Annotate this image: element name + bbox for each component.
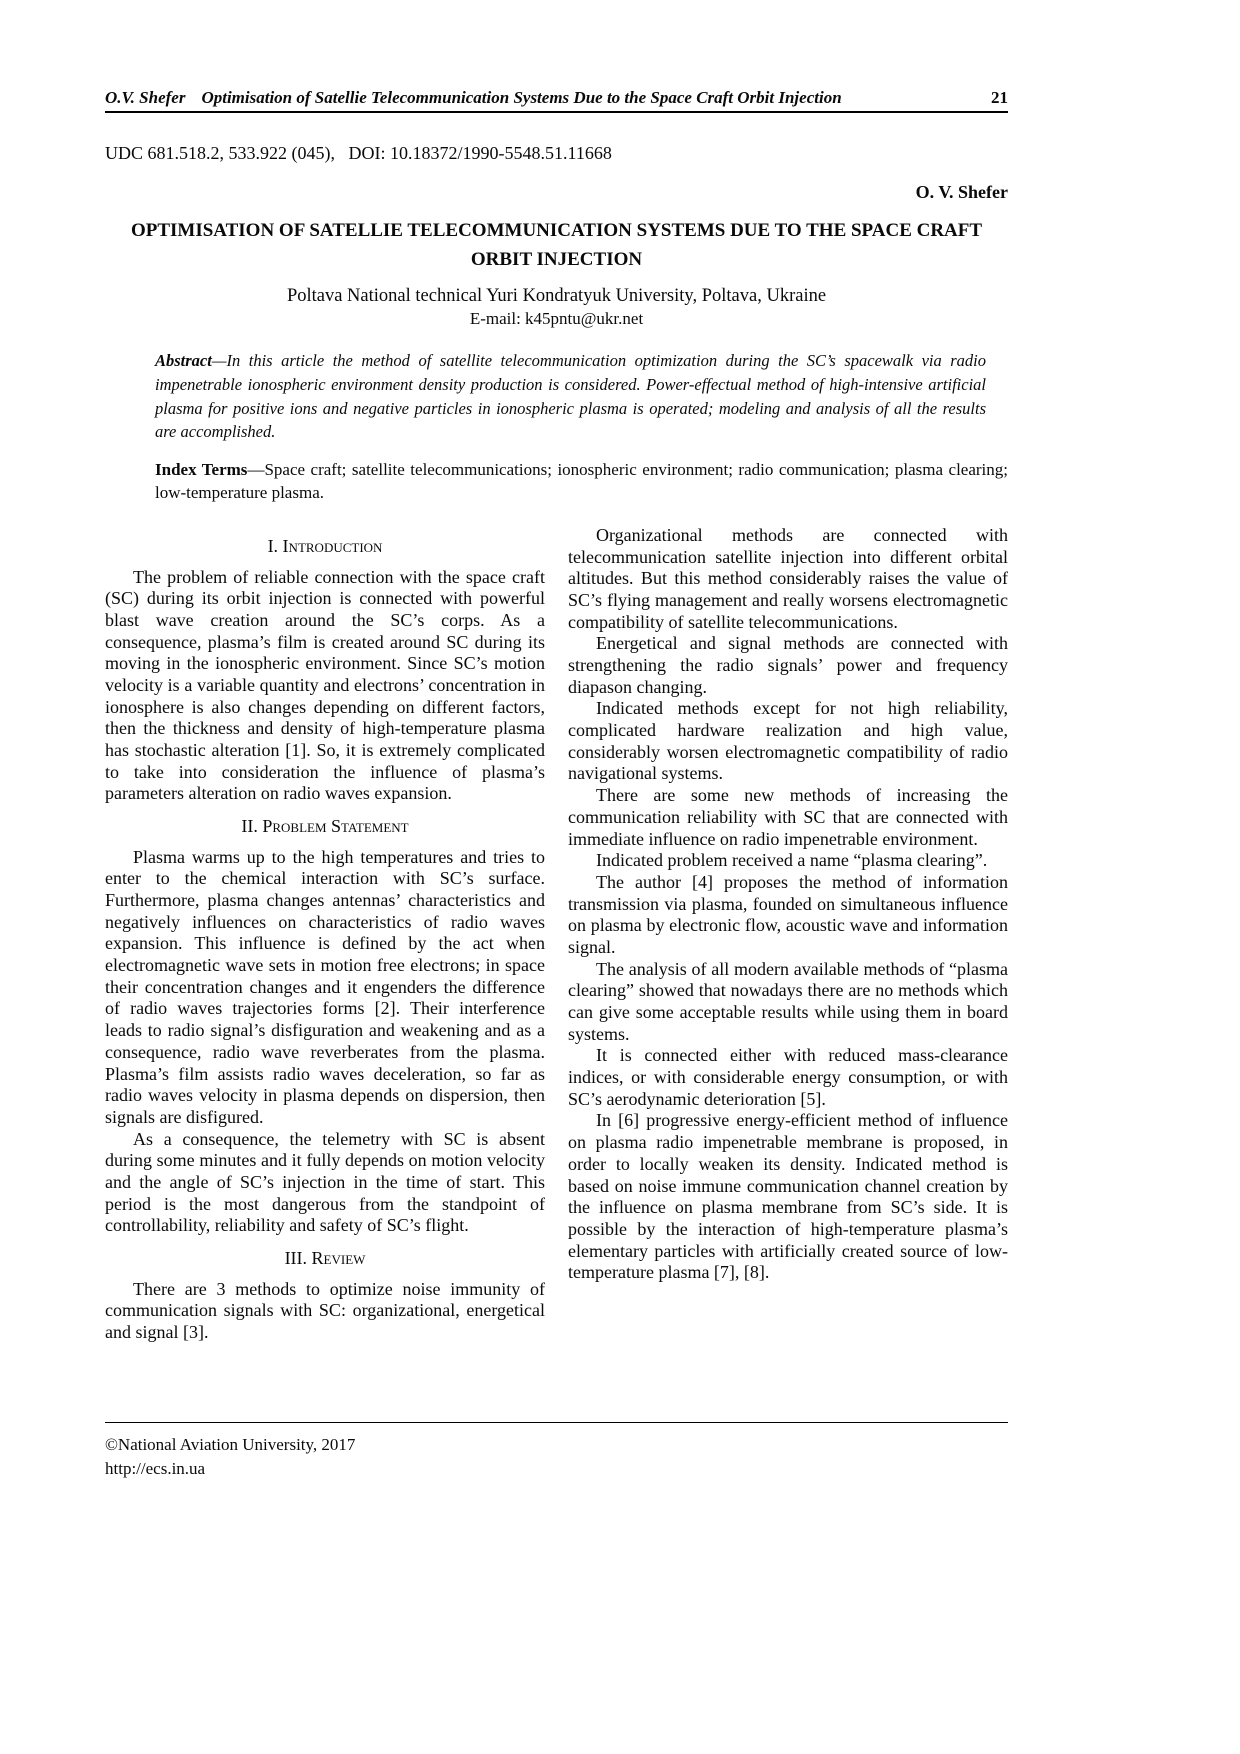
paragraph: There are some new methods of increasing the communication reliability with SC that are connected with immediate influence on radio impenetrable environment. <box>568 785 1008 849</box>
paper-title: OPTIMISATION OF SATELLIE TELECOMMUNICATION SYSTEMS DUE TO THE SPACE CRAFT ORBIT INJECTION <box>130 220 983 270</box>
abstract-block <box>155 349 986 444</box>
section-heading: II. Problem Statement <box>241 816 409 837</box>
left-column <box>105 525 545 1344</box>
affiliation: Poltava National technical Yuri Kondratyuk University, Poltava, Ukraine <box>286 286 827 306</box>
running-head <box>105 88 1008 113</box>
abstract-text: —In this article the method of satellite telecommunication optimization during the SC’s spacewalk via radio impenetrable ionospheric environment density production is considered. Power-effectual method of high-intensive artificial plasma for positive ions and negative particles in ionospheric plasma is operated; modeling and analysis of all the results are accomplished. <box>155 351 986 442</box>
paragraph: The problem of reliable connection with the space craft (SC) during its orbit injection is connected with powerful blast wave creation around the SC’s corps. As a consequence, plasma’s film is created around SC during its moving in the ionospheric environment. Since SC’s motion velocity is a variable quantity and electrons’ concentration in ionosphere is also changes depending on different factors, then the thickness and density of high-temperature plasma has stochastic alteration [1]. So, it is extremely complicated to take into consideration the influence of plasma’s parameters alteration on radio waves expansion. <box>105 566 545 804</box>
paragraph: The analysis of all modern available methods of “plasma clearing” showed that nowadays there are no methods which can give some acceptable results while using them in board systems. <box>568 958 1008 1044</box>
running-head-author: O.V. Shefer <box>105 88 186 107</box>
paragraph: The author [4] proposes the method of information transmission via plasma, founded on simultaneous influence on plasma by electronic flow, acoustic wave and information signal. <box>568 871 1008 957</box>
footnote-rule <box>105 1422 1008 1423</box>
author-byline: O. V. Shefer <box>915 182 1008 202</box>
paragraph: As a consequence, the telemetry with SC is absent during some minutes and it fully depends on motion velocity and the angle of SC’s injection in the time of start. This period is the most dangerous from the standpoint of controllability, reliability and safety of SC’s flight. <box>105 1128 545 1236</box>
index-terms-block <box>155 458 1008 505</box>
two-column-body <box>105 525 1008 1344</box>
right-column <box>568 525 1008 1344</box>
paragraph: Organizational methods are connected with telecommunication satellite injection into different orbital altitudes. But this method considerably raises the value of SC’s flying management and really worsens electromagnetic compatibility of satellite telecommunications. <box>568 524 1008 632</box>
paragraph: It is connected either with reduced mass-clearance indices, or with considerable energy consumption, or with SC’s aerodynamic deterioration [5]. <box>568 1045 1008 1109</box>
paragraph: Indicated methods except for not high reliability, complicated hardware realization and high value, considerably worsen electromagnetic compatibility of radio navigational systems. <box>568 698 1008 784</box>
index-terms-text: —Space craft; satellite telecommunications; ionospheric environment; radio communication; plasma clearing; low-temperature plasma. <box>155 460 1008 503</box>
footer-url: http://ecs.in.ua <box>105 1458 206 1478</box>
paragraph: Plasma warms up to the high temperatures and tries to enter to the chemical interaction with SC’s surface. Furthermore, plasma changes antennas’ characteristics and negatively influences on characteristics of radio waves expansion. This influence is defined by the act when electromagnetic wave sets in motion free electrons; in space their concentration changes and it engenders the difference of radio waves trajectories forms [2]. Their interference leads to radio signal’s disfiguration and weakening and as a consequence, radio wave reverberates from the plasma. Plasma’s film assists radio waves deceleration, so far as radio waves velocity in plasma depends on dispersion, then signals are disfigured. <box>105 846 545 1127</box>
abstract-label: Abstract <box>155 351 212 370</box>
copyright-line: ©National Aviation University, 2017 <box>105 1435 356 1454</box>
section-heading: I. Introduction <box>267 535 383 556</box>
running-head-title: Optimisation of Satellie Telecommunication Systems Due to the Space Craft Orbit Injection <box>201 88 842 107</box>
paragraph: Indicated problem received a name “plasma clearing”. <box>596 850 988 871</box>
page-number: 21 <box>991 88 1008 107</box>
paragraph: In [6] progressive energy-efficient method of influence on plasma radio impenetrable membrane is proposed, in order to locally weaken its density. Indicated method is based on noise immune communication channel creation by the influence on plasma membrane from SC’s side. It is possible by the interaction of high-temperature plasma’s elementary particles with artificially created source of low-temperature plasma [7], [8]. <box>568 1110 1008 1283</box>
paragraph: Energetical and signal methods are connected with strengthening the radio signals’ power and frequency diapason changing. <box>568 633 1008 697</box>
paragraph: There are 3 methods to optimize noise immunity of communication signals with SC: organizational, energetical and signal [3]. <box>105 1278 545 1342</box>
udc-doi-line: UDC 681.518.2, 533.922 (045), DOI: 10.18372/1990-5548.51.11668 <box>105 143 612 163</box>
page-footer <box>105 1422 1008 1481</box>
email-line: E-mail: k45pntu@ukr.net <box>469 309 644 328</box>
section-heading: III. Review <box>284 1248 366 1269</box>
index-terms-label: Index Terms <box>155 460 248 479</box>
